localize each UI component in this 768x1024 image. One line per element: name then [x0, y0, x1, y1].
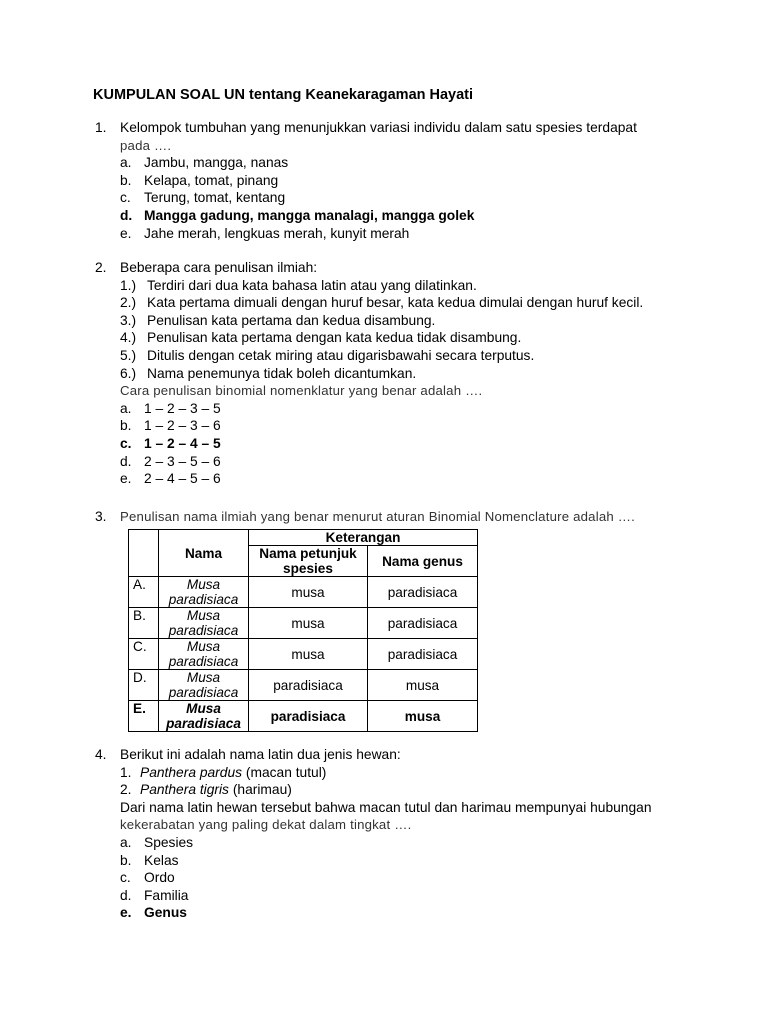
- animal-common-name: (harimau): [232, 782, 292, 798]
- option-text: Kelapa, tomat, pinang: [144, 172, 279, 188]
- statement-number: 4.): [120, 330, 137, 346]
- statement-number: 6.): [120, 365, 137, 381]
- question-4: [95, 746, 652, 922]
- option-letter: b.: [120, 852, 132, 868]
- table-header-genus: Nama genus: [368, 546, 478, 577]
- statement-text: Nama penemunya tidak boleh dicantumkan.: [147, 365, 417, 381]
- statement-number: 5.): [120, 347, 137, 363]
- question-text: kekerabatan yang paling dekat dalam tingkat ….: [120, 817, 412, 833]
- statement-number: 1.): [120, 277, 137, 293]
- table-header-nama: Nama: [159, 530, 249, 577]
- option-text: Spesies: [144, 834, 194, 850]
- row-genus: paradisiaca: [368, 608, 478, 639]
- table-row: [129, 577, 478, 608]
- option-letter: b.: [120, 172, 132, 188]
- option-text: Jahe merah, lengkuas merah, kunyit merah: [144, 225, 410, 241]
- table-row: [129, 608, 478, 639]
- row-letter: C.: [129, 639, 159, 670]
- option-text: Ordo: [144, 870, 175, 886]
- statement-text: Ditulis dengan cetak miring atau digarisbawahi secara terputus.: [147, 347, 535, 363]
- option-letter: d.: [120, 207, 133, 223]
- option-letter: b.: [120, 418, 132, 434]
- row-name: Musa paradisiaca: [159, 639, 249, 670]
- question-text: Beberapa cara penulisan ilmiah:: [120, 260, 318, 275]
- correct-option: [120, 435, 643, 453]
- question-text: Berikut ini adalah nama latin dua jenis hewan:: [120, 747, 401, 762]
- statement-text: Penulisan kata pertama dan kedua disambung.: [147, 312, 436, 328]
- correct-option: [120, 904, 652, 922]
- question-text: Dari nama latin hewan tersebut bahwa macan tutul dan harimau mempunyai hubungan: [120, 799, 652, 815]
- option-text: 2 – 3 – 5 – 6: [144, 453, 221, 469]
- option-text: 1 – 2 – 4 – 5: [144, 435, 221, 451]
- option-letter: c.: [120, 190, 131, 206]
- row-petunjuk: musa: [249, 639, 368, 670]
- row-petunjuk: musa: [249, 608, 368, 639]
- statement-text: Penulisan kata pertama dengan kata kedua tidak disambung.: [147, 330, 522, 346]
- question-2: [95, 259, 643, 488]
- option-letter: d.: [120, 887, 132, 903]
- option-letter: a.: [120, 400, 132, 416]
- row-letter: E.: [129, 701, 159, 732]
- statement-number: 2.): [120, 295, 137, 311]
- row-genus: musa: [368, 670, 478, 701]
- option-text: Genus: [144, 905, 187, 921]
- question-1: [95, 119, 637, 242]
- animal-number: 2.: [120, 782, 132, 798]
- option-text: Terung, tomat, kentang: [144, 190, 286, 206]
- correct-option: [120, 207, 637, 225]
- row-name: Musa paradisiaca: [159, 670, 249, 701]
- question-number: 4.: [95, 747, 107, 762]
- row-petunjuk: paradisiaca: [249, 670, 368, 701]
- table-header-keterangan: Keterangan: [249, 530, 478, 546]
- option-text: 1 – 2 – 3 – 6: [144, 418, 221, 434]
- option-text: Kelas: [144, 852, 179, 868]
- row-genus: paradisiaca: [368, 577, 478, 608]
- row-letter: A.: [129, 577, 159, 608]
- option-text: Mangga gadung, mangga manalagi, mangga golek: [144, 207, 475, 223]
- question-number: 2.: [95, 260, 107, 275]
- option-text: 1 – 2 – 3 – 5: [144, 400, 221, 416]
- option-letter: d.: [120, 453, 132, 469]
- animal-latin-name: Panthera tigris: [140, 782, 229, 798]
- option-text: Familia: [144, 887, 189, 903]
- question-number: 3.: [95, 509, 107, 524]
- statement-text: Terdiri dari dua kata bahasa latin atau yang dilatinkan.: [147, 277, 477, 293]
- option-letter: e.: [120, 905, 132, 921]
- row-letter: D.: [129, 670, 159, 701]
- row-name: Musa paradisiaca: [159, 577, 249, 608]
- option-letter: c.: [120, 870, 131, 886]
- row-genus: paradisiaca: [368, 639, 478, 670]
- question-text: Penulisan nama ilmiah yang benar menurut aturan Binomial Nomenclature adalah ….: [120, 509, 636, 524]
- table-header-petunjuk: Nama petunjuk spesies: [249, 546, 368, 577]
- page-title: KUMPULAN SOAL UN tentang Keanekaragaman Hayati: [93, 87, 474, 103]
- row-letter: B.: [129, 608, 159, 639]
- animal-latin-name: Panthera pardus: [140, 764, 243, 780]
- question-text: Kelompok tumbuhan yang menunjukkan variasi individu dalam satu spesies terdapat: [120, 120, 637, 135]
- table-row-correct: [129, 701, 478, 732]
- option-text: Jambu, mangga, nanas: [144, 155, 289, 171]
- animal-common-name: (macan tutul): [245, 764, 327, 780]
- row-petunjuk: paradisiaca: [249, 701, 368, 732]
- option-letter: c.: [120, 435, 132, 451]
- row-petunjuk: musa: [249, 577, 368, 608]
- row-genus: musa: [368, 701, 478, 732]
- answer-table: [128, 529, 478, 732]
- question-number: 1.: [95, 120, 107, 135]
- table-row: [129, 639, 478, 670]
- option-text: 2 – 4 – 5 – 6: [144, 471, 221, 487]
- option-letter: a.: [120, 155, 132, 171]
- question-text: pada ….: [120, 137, 172, 153]
- question-text: Cara penulisan binomial nomenklatur yang benar adalah ….: [120, 383, 483, 399]
- option-letter: a.: [120, 834, 132, 850]
- question-3: [95, 508, 635, 526]
- row-name: Musa paradisiaca: [159, 608, 249, 639]
- table-header-empty: [129, 530, 159, 577]
- statement-number: 3.): [120, 312, 137, 328]
- option-letter: e.: [120, 471, 132, 487]
- row-name: Musa paradisiaca: [159, 701, 249, 732]
- animal-number: 1.: [120, 764, 132, 780]
- option-letter: e.: [120, 225, 132, 241]
- statement-text: Kata pertama dimuali dengan huruf besar, kata kedua dimulai dengan huruf kecil.: [147, 295, 644, 311]
- table-row: [129, 670, 478, 701]
